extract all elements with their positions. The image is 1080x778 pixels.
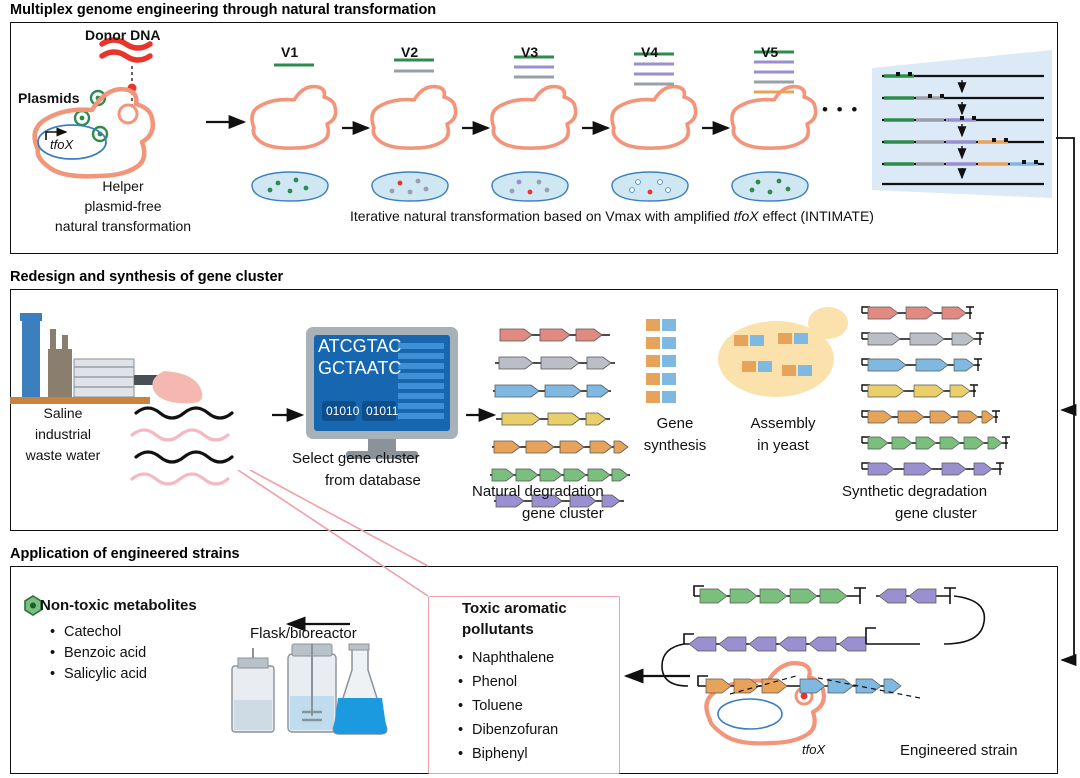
label-plasmids: Plasmids [18, 90, 80, 106]
pink-connector-lines [230, 470, 440, 605]
panel2-title: Redesign and synthesis of gene cluster [10, 269, 284, 285]
label-donor-dna: Donor DNA [85, 27, 161, 43]
variant-label-v3: V3 [521, 44, 539, 60]
label-gene-synth-1: Gene [656, 415, 694, 432]
label-select-2: from database [325, 472, 421, 489]
label-saline-3: waste water [25, 447, 101, 463]
label-select-1: Select gene cluster [292, 450, 420, 467]
label-engineered-strain: Engineered strain [900, 742, 1018, 759]
list-item: • Phenol [458, 670, 558, 694]
genome-alignment-inset [852, 50, 1052, 198]
screen-seq-2: GCTAATC [318, 358, 402, 378]
label-assembly-2: in yeast [757, 437, 809, 454]
caption-italic: tfoX [733, 208, 759, 224]
panel1-caption [262, 208, 962, 224]
variant-label-v4: V4 [641, 44, 659, 60]
label-helper-1: Helper [102, 178, 144, 194]
list-item: • Catechol [50, 622, 147, 643]
label-toxic-1: Toxic aromatic [462, 600, 567, 617]
label-saline-1: Saline [43, 405, 83, 421]
label-saline-2: industrial [34, 426, 92, 442]
screen-seq-1: ATCGTAC [318, 336, 402, 356]
label-synthetic-1: Synthetic degradation [842, 483, 988, 500]
list-item: • Biphenyl [458, 742, 558, 766]
variant-label-v1: V1 [281, 44, 299, 60]
label-natural-2: gene cluster [522, 505, 604, 522]
label-helper-2: plasmid-free [84, 198, 162, 214]
list-item: • Naphthalene [458, 646, 558, 670]
label-toxic-2: pollutants [462, 621, 534, 638]
variant-label-v5: V5 [761, 44, 779, 60]
toxic-list [458, 646, 558, 766]
svg-text:tfoX: tfoX [50, 137, 74, 152]
label-tfox-strain: tfoX [802, 742, 826, 757]
list-item: • Benzoic acid [50, 643, 147, 664]
panel3-title: Application of engineered strains [10, 546, 240, 562]
right-connector-bracket [1056, 130, 1080, 690]
list-item: • Salicylic acid [50, 664, 147, 685]
label-natural-1: Natural degradation [472, 483, 604, 500]
label-nontoxic-title: Non-toxic metabolites [40, 597, 197, 614]
label-helper-3: natural transformation [54, 218, 192, 234]
screen-binary-2: 01011 [366, 404, 399, 418]
caption-pre: Iterative natural transformation based on Vmax with amplified [350, 208, 734, 224]
screen-binary-1: 01010 [326, 404, 360, 418]
caption-post: effect (INTIMATE) [758, 208, 874, 224]
nontoxic-list [50, 622, 147, 685]
label-synthetic-2: gene cluster [895, 505, 977, 522]
label-gene-synth-2: synthesis [643, 437, 707, 454]
label-flask-bioreactor: Flask/bioreactor [250, 625, 357, 642]
ellipsis-dots: • • • [822, 100, 860, 119]
panel1-title: Multiplex genome engineering through natural transformation [10, 2, 437, 18]
list-item: • Dibenzofuran [458, 718, 558, 742]
list-item: • Toluene [458, 694, 558, 718]
variant-label-v2: V2 [401, 44, 419, 60]
label-assembly-1: Assembly [750, 415, 816, 432]
